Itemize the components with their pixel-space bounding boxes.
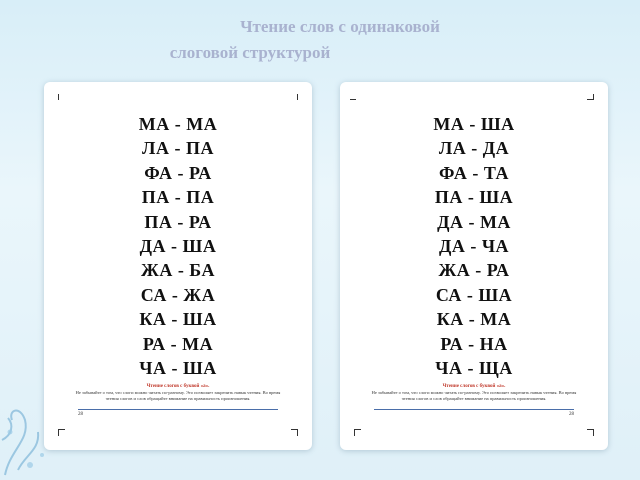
- divider-rule: [374, 409, 574, 410]
- syllable-item: СА - ЖА: [140, 284, 216, 305]
- crop-mark: [291, 94, 298, 100]
- syllable-item: ЖА - БА: [141, 260, 215, 281]
- slide-title-line-1: Чтение слов с одинаковой: [240, 17, 440, 36]
- page-caption: [370, 384, 578, 402]
- syllable-item: КА - ША: [139, 309, 217, 330]
- syllable-list: [340, 112, 608, 380]
- syllable-item: ПА - РА: [144, 211, 212, 232]
- syllable-item: ЛА - ПА: [142, 138, 214, 159]
- syllable-item: ПА - ША: [434, 187, 514, 208]
- syllable-item: ЖА - РА: [438, 260, 510, 281]
- syllable-item: МА - МА: [138, 114, 218, 134]
- syllable-item: РА - МА: [142, 333, 214, 354]
- caption-title: Чтение слогов с буквой «а».: [146, 384, 210, 389]
- book-page-left: [44, 82, 312, 450]
- syllable-item: ПА - ПА: [141, 187, 215, 208]
- syllable-item: ЛА - ДА: [438, 138, 510, 159]
- slide-title-line-2: слоговой структурой: [169, 43, 331, 62]
- crop-mark: [587, 94, 594, 100]
- syllable-item: СА - ША: [435, 284, 513, 305]
- syllable-item: ДА - МА: [437, 211, 511, 232]
- syllable-item: КА - МА: [436, 309, 512, 330]
- syllable-item: ДА - ЧА: [438, 236, 510, 257]
- page-number: 28: [78, 412, 83, 417]
- caption-text: Не забывайте о том, что слоги можно читать по-разному. Это позволяет закрепить навык чтения. Во время чтения слогов и слов обращайте внимание на правильность произношения.: [371, 390, 577, 401]
- syllable-list: [44, 112, 312, 380]
- crop-mark: [58, 94, 65, 100]
- caption-title: Чтение слогов с буквой «а».: [442, 384, 506, 389]
- page-caption: [74, 384, 282, 402]
- divider-rule: [78, 409, 278, 410]
- crop-mark: [350, 99, 356, 100]
- syllable-item: ФА - ТА: [439, 162, 509, 183]
- syllable-item: ФА - РА: [144, 162, 212, 183]
- crop-mark: [587, 429, 594, 436]
- syllable-item: ДА - ША: [139, 236, 217, 257]
- crop-mark: [58, 429, 65, 436]
- crop-mark: [354, 429, 361, 436]
- syllable-item: РА - НА: [440, 333, 508, 354]
- caption-text: Не забывайте о том, что слоги можно читать по-разному. Это позволяет закрепить навык чтения. Во время чтения слогов и слов обращайте внимание на правильность произношения.: [75, 390, 281, 401]
- syllable-item: ЧА - ША: [139, 358, 217, 379]
- crop-mark: [291, 429, 298, 436]
- syllable-item: ЧА - ЩА: [435, 358, 513, 379]
- slide-title: [0, 14, 640, 66]
- syllable-item: МА - ША: [433, 114, 515, 134]
- page-number: 28: [569, 412, 574, 417]
- book-page-right: [340, 82, 608, 450]
